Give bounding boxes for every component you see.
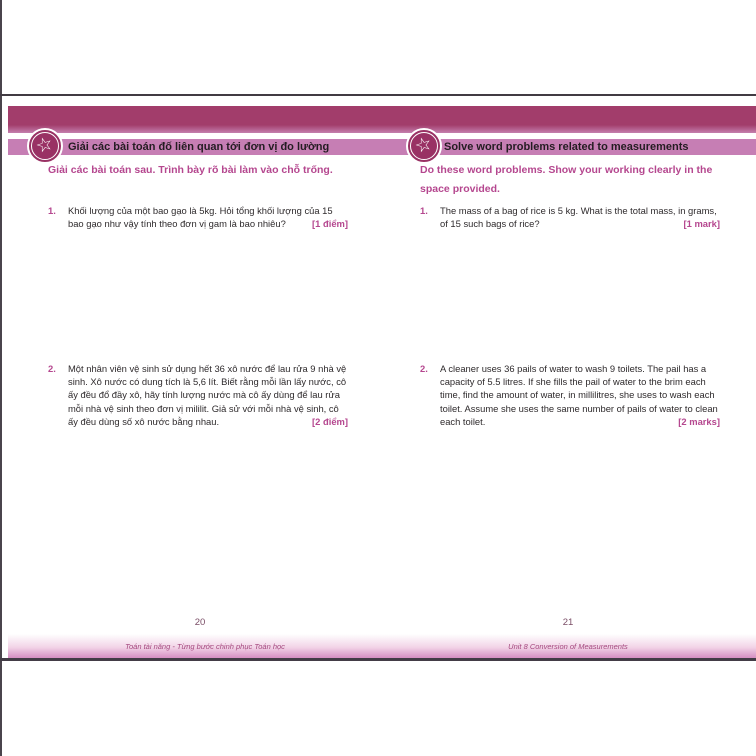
problem-number: 2. <box>420 363 428 374</box>
problem-line: ấy đều dùng số xô nước bằng nhau. <box>68 415 220 427</box>
problem-line: each toilet. <box>440 415 486 427</box>
problem-line: of 15 such bags of rice? <box>440 218 540 230</box>
page-number-left: 20 <box>194 617 206 628</box>
problem-en-1 <box>420 204 720 230</box>
page-top-rule <box>0 94 756 96</box>
problem-vi-1 <box>48 204 348 230</box>
instruction-line: Do these word problems. Show your working clearly in the <box>420 164 713 176</box>
score-badge: [1 mark] <box>683 218 720 230</box>
instruction-english <box>420 161 712 199</box>
problem-vi-2 <box>48 362 348 428</box>
star-badge-left <box>27 128 63 164</box>
problem-line: Khối lượng của một bao gạo là 5kg. Hỏi tổng khối lượng của 15 <box>68 205 333 216</box>
page-bottom-rule <box>0 658 756 661</box>
problem-line: time, find the amount of water, in millilitres, she uses to wash each <box>440 389 715 401</box>
footer-series-title: Toán tài năng - Từng bước chinh phục Toán học <box>125 642 285 651</box>
section-title-english: Solve word problems related to measurements <box>444 141 689 153</box>
problem-line: Một nhân viên vệ sinh sử dụng hết 36 xô nước để lau rửa 9 nhà vệ <box>68 363 347 374</box>
problem-text <box>68 204 348 230</box>
problem-line: A cleaner uses 36 pails of water to wash 9 toilets. The pail has a <box>440 363 707 374</box>
problem-number: 2. <box>48 363 56 374</box>
problem-line: The mass of a bag of rice is 5 kg. What is the total mass, in grams, <box>440 205 717 216</box>
instruction-vietnamese <box>48 161 333 180</box>
section-title-vietnamese: Giải các bài toán đố liên quan tới đơn vị đo lường <box>68 141 330 153</box>
problem-en-2 <box>420 362 720 428</box>
score-badge: [1 điểm] <box>312 218 348 230</box>
score-badge: [2 marks] <box>678 415 720 427</box>
scan-edge-line <box>0 0 2 756</box>
problem-text <box>440 204 720 230</box>
star-icon: ☆ <box>33 131 57 158</box>
problem-text <box>440 362 720 428</box>
problem-line: mỗi nhà vệ sinh theo đơn vị mililit. Giả sử với mỗi nhà vệ sinh, cô <box>68 402 339 414</box>
problem-number: 1. <box>48 205 56 216</box>
instruction-line: Giải các bài toán sau. Trình bày rõ bài làm vào chỗ trống. <box>48 164 333 176</box>
problem-line: capacity of 5.5 litres. If she fills the pail of water to the brim each <box>440 376 706 388</box>
star-badge-right <box>406 128 442 164</box>
footer-band <box>8 634 756 658</box>
problem-text <box>68 362 348 428</box>
problem-line: toilet. Assume she uses the same number of pails of water to clean <box>440 402 718 414</box>
top-banner-bar <box>8 106 756 133</box>
page-number-right: 21 <box>562 617 574 628</box>
instruction-line: space provided. <box>420 183 500 195</box>
score-badge: [2 điểm] <box>312 415 348 427</box>
problem-line: ấy đều đổ đầy xô, hãy tính lượng nước mà cô ấy dùng để lau rửa <box>68 389 340 401</box>
footer-unit-title: Unit 8 Conversion of Measurements <box>508 642 628 651</box>
problem-line: sinh. Xô nước có dung tích là 5,6 lít. Biết rằng mỗi lần lấy nước, cô <box>68 376 347 388</box>
star-icon: ☆ <box>412 131 436 158</box>
problem-line: bao gạo như vậy tính theo đơn vị gam là bao nhiêu? <box>68 218 286 230</box>
problem-number: 1. <box>420 205 428 216</box>
